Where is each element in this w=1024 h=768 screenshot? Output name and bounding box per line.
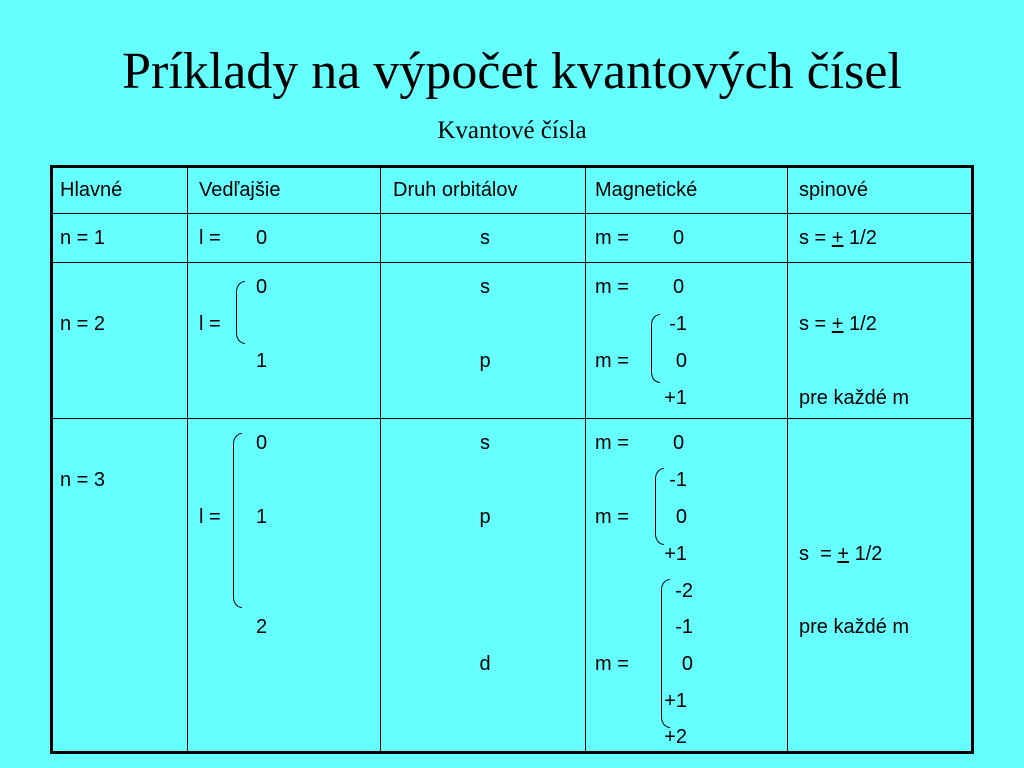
row-divider	[53, 213, 971, 214]
brace-icon	[236, 281, 245, 314]
row3-m2-value: +1	[664, 690, 687, 712]
row2-m0-value: 0	[673, 276, 685, 298]
row1-l-value: 0	[256, 227, 268, 249]
row2-m1-value: -1	[669, 313, 687, 335]
header-druh-orbitalov: Druh orbitálov	[393, 179, 518, 201]
row3-m1-value: -1	[669, 469, 687, 491]
slide-subtitle: Kvantové čísla	[437, 117, 587, 144]
brace-icon	[233, 433, 242, 518]
row2-m1-value: 0	[675, 350, 687, 372]
row1-l-label: l =	[199, 227, 221, 249]
brace-icon	[233, 517, 242, 608]
row2-l-label: l =	[199, 313, 221, 335]
row3-m1-value: 0	[675, 506, 687, 528]
row3-m2-label: m =	[595, 653, 629, 675]
row3-m1-label: m =	[595, 506, 629, 528]
row3-l-label: l =	[199, 506, 221, 528]
row1-orbital: s	[480, 227, 490, 249]
row2-l-value: 1	[256, 350, 268, 372]
brace-icon	[236, 313, 245, 344]
row3-l-value: 0	[256, 432, 268, 454]
row1-m-label: m =	[595, 227, 629, 249]
row1-n: n = 1	[60, 227, 106, 249]
row3-m0-label: m =	[595, 432, 629, 454]
column-divider	[585, 168, 586, 751]
row3-m2-value: -2	[675, 580, 693, 602]
header-spinove: spinové	[799, 179, 868, 201]
row2-orbital: s	[480, 276, 490, 298]
row3-m0-value: 0	[673, 432, 685, 454]
row3-orbital: s	[480, 432, 490, 454]
row2-orbital: p	[479, 350, 491, 372]
column-divider	[380, 168, 381, 751]
row3-orbital: d	[479, 653, 491, 675]
row3-spin-note: pre každé m	[799, 616, 910, 638]
column-divider	[787, 168, 788, 751]
column-divider	[187, 168, 188, 751]
row2-m0-label: m =	[595, 276, 629, 298]
row-divider	[53, 418, 971, 419]
row2-m1-label: m =	[595, 350, 629, 372]
row3-orbital: p	[479, 506, 491, 528]
row3-spin: s = + 1/2	[799, 543, 883, 565]
row2-spin-note: pre každé m	[799, 387, 910, 409]
header-magneticke: Magnetické	[595, 179, 698, 201]
row3-m2-value: +2	[664, 726, 687, 748]
header-vedlajsie: Vedľajšie	[199, 179, 281, 201]
row2-m1-value: +1	[664, 387, 687, 409]
row3-l-value: 2	[256, 616, 268, 638]
row1-m-value: 0	[673, 227, 685, 249]
row3-l-value: 1	[256, 506, 268, 528]
header-hlavne: Hlavné	[60, 179, 123, 201]
row2-l-value: 0	[256, 276, 268, 298]
quantum-numbers-table	[50, 165, 974, 754]
row2-n: n = 2	[60, 313, 106, 335]
slide-title: Príklady na výpočet kvantových čísel	[122, 43, 902, 100]
row-divider	[53, 262, 971, 263]
row1-spin: s = + 1/2	[799, 227, 877, 249]
row3-n: n = 3	[60, 469, 106, 491]
row3-m2-value: 0	[681, 653, 693, 675]
row2-spin: s = + 1/2	[799, 313, 877, 335]
row3-m1-value: +1	[664, 543, 687, 565]
row3-m2-value: -1	[675, 616, 693, 638]
